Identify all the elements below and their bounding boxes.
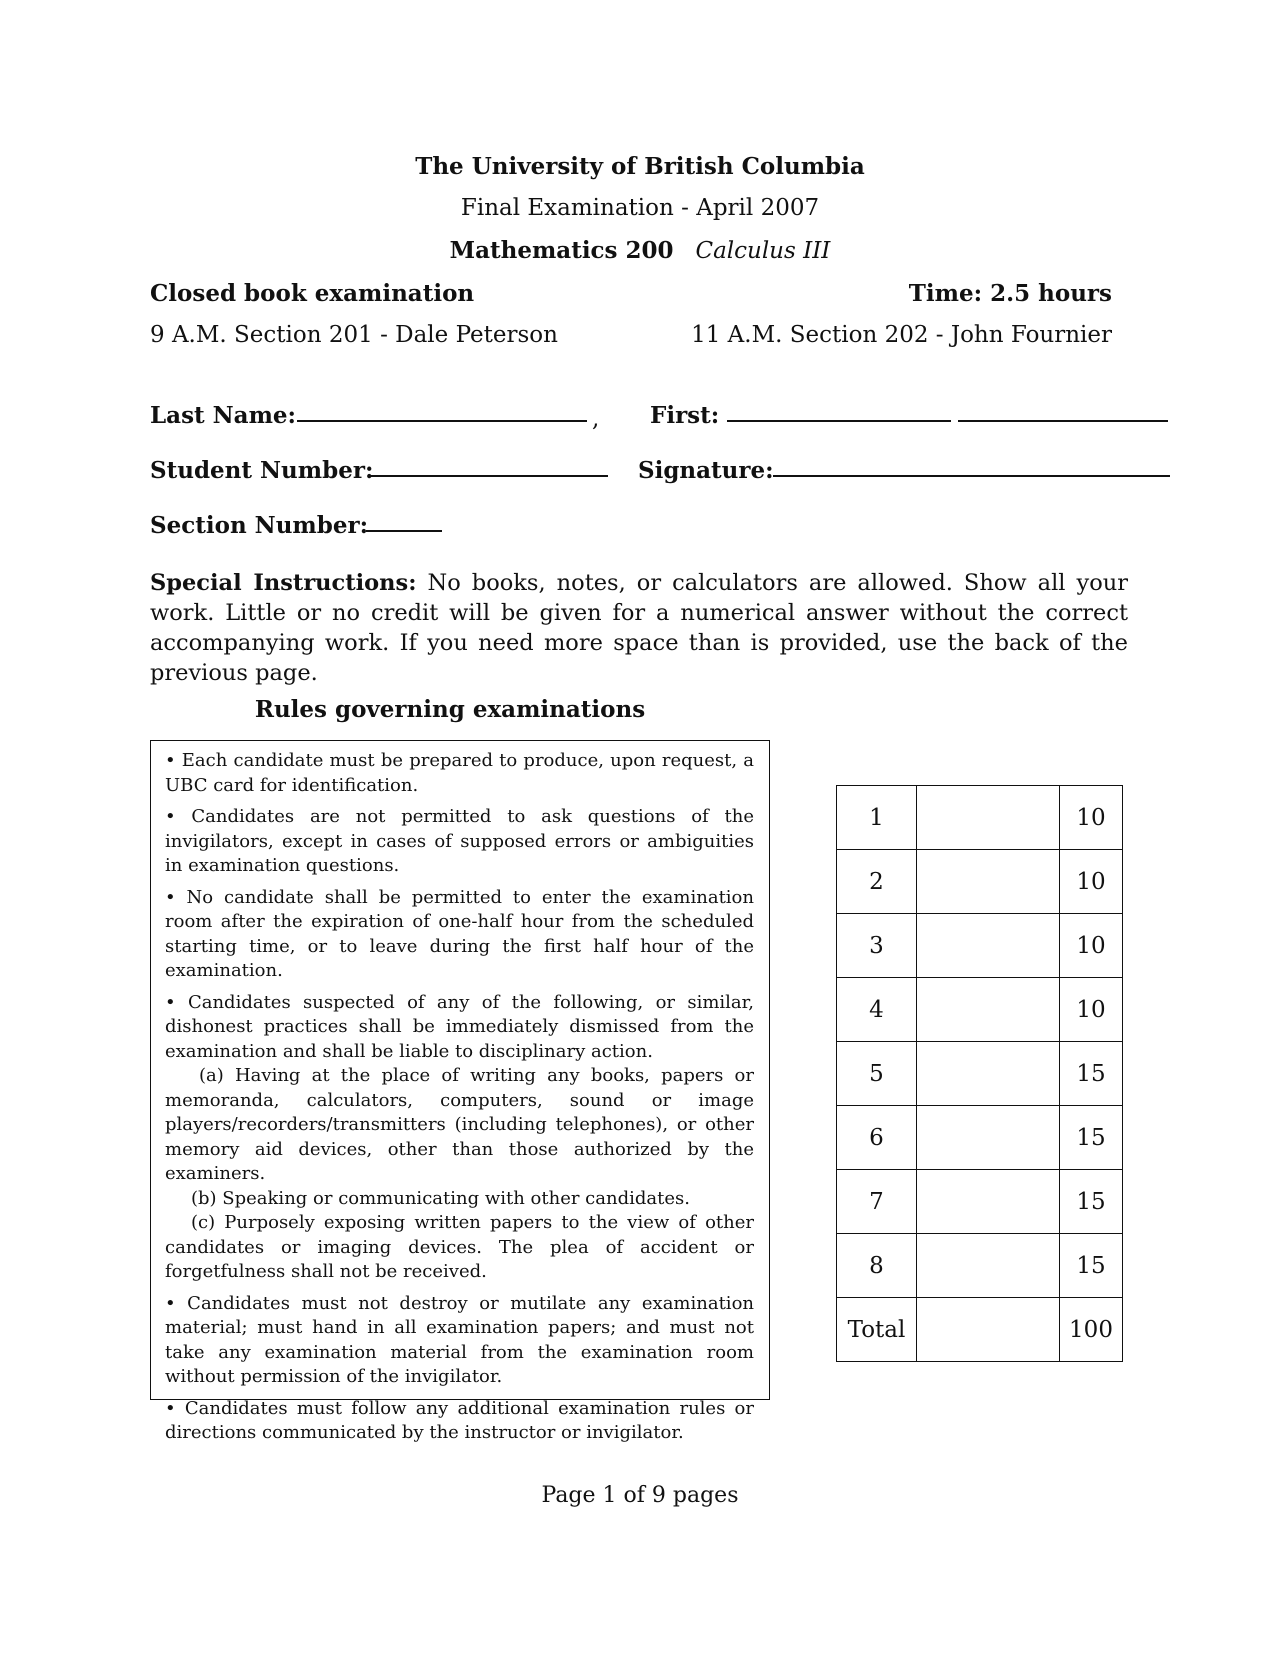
score-entry-cell[interactable] [917, 850, 1060, 914]
score-table [836, 785, 1123, 1362]
rule-item: • No candidate shall be permitted to enter the examination room after the expiration of one-half hour from the scheduled starting time, or to leave during the first half hour of the examination. [165, 886, 754, 981]
course-line [0, 239, 1280, 263]
university-name: The University of British Columbia [415, 153, 865, 180]
last-name-field[interactable] [297, 420, 587, 422]
special-instructions-text: No books, notes, or calculators are allowed. Show all your work. Little or no credit will be given for a numerical answer without the correct accompanying work. If you need more space than is provided, use the back of the previous page. [150, 570, 1129, 686]
question-number: 3 [837, 914, 917, 978]
last-name-comma: , [592, 406, 600, 432]
question-points: 10 [1060, 850, 1123, 914]
table-row [837, 1234, 1123, 1298]
rule-sub-item: (a) Having at the place of writing any books, papers or memoranda, calculators, computers, sound or image players/recorders/transmitters (including telephones), or other memory aid devices, other than those authorized by the examiners. [165, 1065, 754, 1184]
question-number: 2 [837, 850, 917, 914]
rules-title: Rules governing examinations [254, 696, 646, 723]
course-subtitle: Calculus III [695, 238, 831, 264]
rules-box [150, 740, 770, 1443]
last-name-label: Last Name: [150, 402, 297, 429]
score-entry-cell[interactable] [917, 1106, 1060, 1170]
question-number: 8 [837, 1234, 917, 1298]
question-number: 1 [837, 786, 917, 850]
section-201-info: 9 A.M. Section 201 - Dale Peterson [150, 322, 558, 348]
section-202-info: 11 A.M. Section 202 - John Fournier [691, 322, 1112, 348]
rule-item: • Each candidate must be prepared to produce, upon request, a UBC card for identification. [165, 750, 754, 796]
question-number: 6 [837, 1106, 917, 1170]
special-instructions [150, 568, 1128, 688]
student-number-field[interactable] [370, 475, 608, 477]
total-label: Total [837, 1298, 917, 1362]
student-number-label: Student Number: [150, 457, 374, 484]
total-score-cell[interactable] [917, 1298, 1060, 1362]
score-entry-cell[interactable] [917, 1170, 1060, 1234]
question-points: 10 [1060, 978, 1123, 1042]
question-number: 7 [837, 1170, 917, 1234]
section-number-label: Section Number: [150, 512, 369, 539]
score-entry-cell[interactable] [917, 1042, 1060, 1106]
special-instructions-label: Special Instructions: [150, 570, 417, 596]
table-row [837, 914, 1123, 978]
table-row [837, 786, 1123, 850]
rule-item: • Candidates are not permitted to ask questions of the invigilators, except in cases of supposed errors or ambiguities in examination questions. [165, 806, 754, 876]
question-points: 10 [1060, 786, 1123, 850]
score-entry-cell[interactable] [917, 914, 1060, 978]
score-entry-cell[interactable] [917, 786, 1060, 850]
exam-title: Final Examination - April 2007 [460, 195, 820, 221]
table-row [837, 1042, 1123, 1106]
signature-label: Signature: [638, 457, 774, 484]
score-entry-cell[interactable] [917, 978, 1060, 1042]
rule-sub-item: (b) Speaking or communicating with other candidates. [191, 1187, 690, 1209]
table-row [837, 978, 1123, 1042]
question-points: 15 [1060, 1234, 1123, 1298]
table-row [837, 1106, 1123, 1170]
table-row-total [837, 1298, 1123, 1362]
total-points: 100 [1060, 1298, 1123, 1362]
closed-book-label: Closed book examination [150, 280, 475, 307]
question-points: 15 [1060, 1106, 1123, 1170]
table-row [837, 850, 1123, 914]
question-points: 10 [1060, 914, 1123, 978]
rule-item: • Candidates must follow any additional examination rules or directions communicated by the instructor or invigilator. [165, 1397, 754, 1443]
first-name-label: First: [650, 402, 720, 429]
rule-item: • Candidates must not destroy or mutilate any examination material; must hand in all examination papers; and must not take any examination material from the examination room without permission of the invigilator. [165, 1292, 754, 1387]
first-name-field[interactable] [727, 420, 951, 422]
question-points: 15 [1060, 1170, 1123, 1234]
question-number: 5 [837, 1042, 917, 1106]
time-label: Time: 2.5 hours [908, 280, 1112, 307]
section-number-field[interactable] [366, 530, 442, 532]
question-points: 15 [1060, 1042, 1123, 1106]
signature-field[interactable] [773, 475, 1170, 477]
page-number: Page 1 of 9 pages [541, 1483, 739, 1508]
score-entry-cell[interactable] [917, 1234, 1060, 1298]
rule-sub-item: (c) Purposely exposing written papers to the view of other candidates or imaging devices. The plea of accident or forgetfulness shall not be received. [165, 1212, 754, 1282]
question-number: 4 [837, 978, 917, 1042]
middle-name-field[interactable] [958, 420, 1168, 422]
course-name: Mathematics 200 [449, 237, 674, 264]
rule-item: • Candidates suspected of any of the following, or similar, dishonest practices shall be immediately dismissed from the examination and shall be liable to disciplinary action. [165, 991, 754, 1062]
table-row [837, 1170, 1123, 1234]
